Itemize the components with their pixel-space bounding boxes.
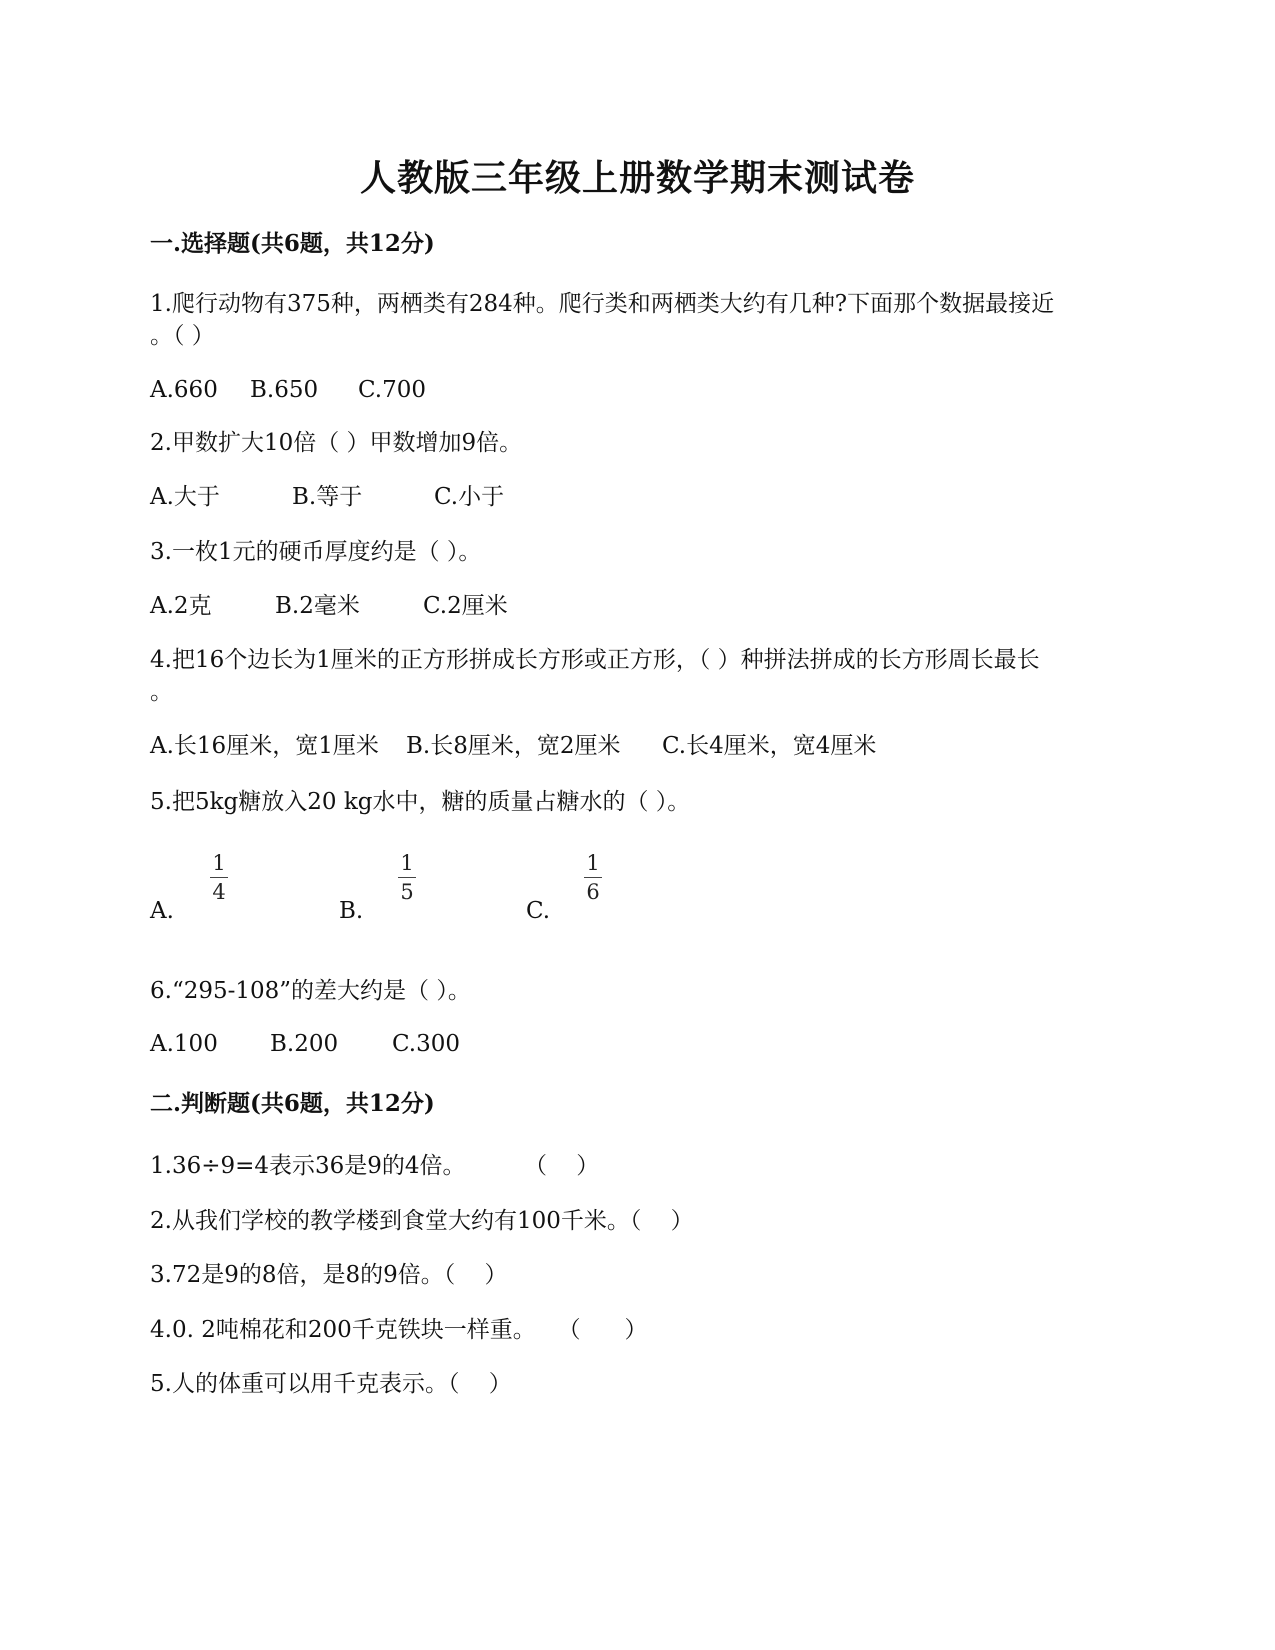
question-1-text-continued: 。（ ） bbox=[150, 323, 215, 349]
judgement-item-4: 4.0. 2吨棉花和200千克铁块一样重。 （ ） bbox=[150, 1317, 648, 1343]
option-b: B.长8厘米，宽2厘米 bbox=[406, 733, 621, 759]
option-b: B.2毫米 bbox=[275, 593, 360, 619]
fraction-denominator: 5 bbox=[400, 880, 414, 904]
question-3-options bbox=[150, 590, 508, 622]
question-4-text: 4.把16个边长为1厘米的正方形拼成长方形或正方形，（ ）种拼法拼成的长方形周长最长 bbox=[150, 647, 1040, 673]
judgement-item-5: 5.人的体重可以用千克表示。（ ） bbox=[150, 1371, 512, 1397]
fraction-denominator: 6 bbox=[586, 880, 600, 904]
option-a: A.大于 bbox=[150, 484, 220, 510]
option-c: C.300 bbox=[392, 1031, 460, 1057]
question-1-text: 1.爬行动物有375种，两栖类有284种。爬行类和两栖类大约有几种?下面那个数据最接近 bbox=[150, 291, 1055, 317]
question-2-options bbox=[150, 481, 504, 513]
judgement-item-1: 1.36÷9=4表示36是9的4倍。 （ ） bbox=[150, 1153, 600, 1179]
judgement-item-2: 2.从我们学校的教学楼到食堂大约有100千米。（ ） bbox=[150, 1208, 694, 1234]
fraction-numerator: 1 bbox=[400, 851, 414, 875]
option-a: A.长16厘米，宽1厘米 bbox=[150, 733, 379, 759]
option-b: B.650 bbox=[250, 377, 319, 403]
question-5-option-b-label: B. bbox=[339, 898, 364, 924]
question-3-text: 3.一枚1元的硬币厚度约是（ ）。 bbox=[150, 539, 482, 565]
judgement-item-3: 3.72是9的8倍，是8的9倍。（ ） bbox=[150, 1262, 508, 1288]
option-a: A.660 bbox=[150, 377, 218, 403]
question-5-option-a-label: A. bbox=[150, 898, 174, 924]
option-c: C.长4厘米，宽4厘米 bbox=[662, 733, 877, 759]
fraction-numerator: 1 bbox=[212, 851, 226, 875]
fraction-denominator: 4 bbox=[212, 880, 226, 904]
fraction-one-quarter bbox=[207, 852, 231, 903]
page-title: 人教版三年级上册数学期末测试卷 bbox=[359, 157, 915, 199]
option-c: C.小于 bbox=[434, 484, 505, 510]
fraction-bar bbox=[398, 877, 416, 878]
question-1-options bbox=[150, 374, 426, 406]
option-b: B.200 bbox=[270, 1031, 339, 1057]
question-6-options bbox=[150, 1028, 460, 1060]
fraction-one-fifth bbox=[395, 852, 419, 903]
fraction-bar bbox=[210, 877, 228, 878]
fraction-numerator: 1 bbox=[586, 851, 600, 875]
question-5-text: 5.把5kg糖放入20 kg水中，糖的质量占糖水的（ ）。 bbox=[150, 789, 691, 815]
question-4-options bbox=[150, 730, 876, 762]
question-2-text: 2.甲数扩大10倍（ ）甲数增加9倍。 bbox=[150, 430, 523, 456]
question-4-text-continued: 。 bbox=[150, 679, 173, 705]
option-a: A.2克 bbox=[150, 593, 212, 619]
option-c: C.700 bbox=[358, 377, 426, 403]
fraction-one-sixth bbox=[581, 852, 605, 903]
section-heading-true-false: 二.判断题(共6题，共12分) bbox=[150, 1090, 435, 1117]
option-c: C.2厘米 bbox=[423, 593, 508, 619]
option-b: B.等于 bbox=[292, 484, 363, 510]
fraction-bar bbox=[584, 877, 602, 878]
option-a: A.100 bbox=[150, 1031, 218, 1057]
question-6-text: 6.“295-108”的差大约是（ ）。 bbox=[150, 978, 471, 1004]
section-heading-choice: 一.选择题(共6题，共12分) bbox=[150, 230, 435, 257]
question-5-option-c-label: C. bbox=[526, 898, 551, 924]
